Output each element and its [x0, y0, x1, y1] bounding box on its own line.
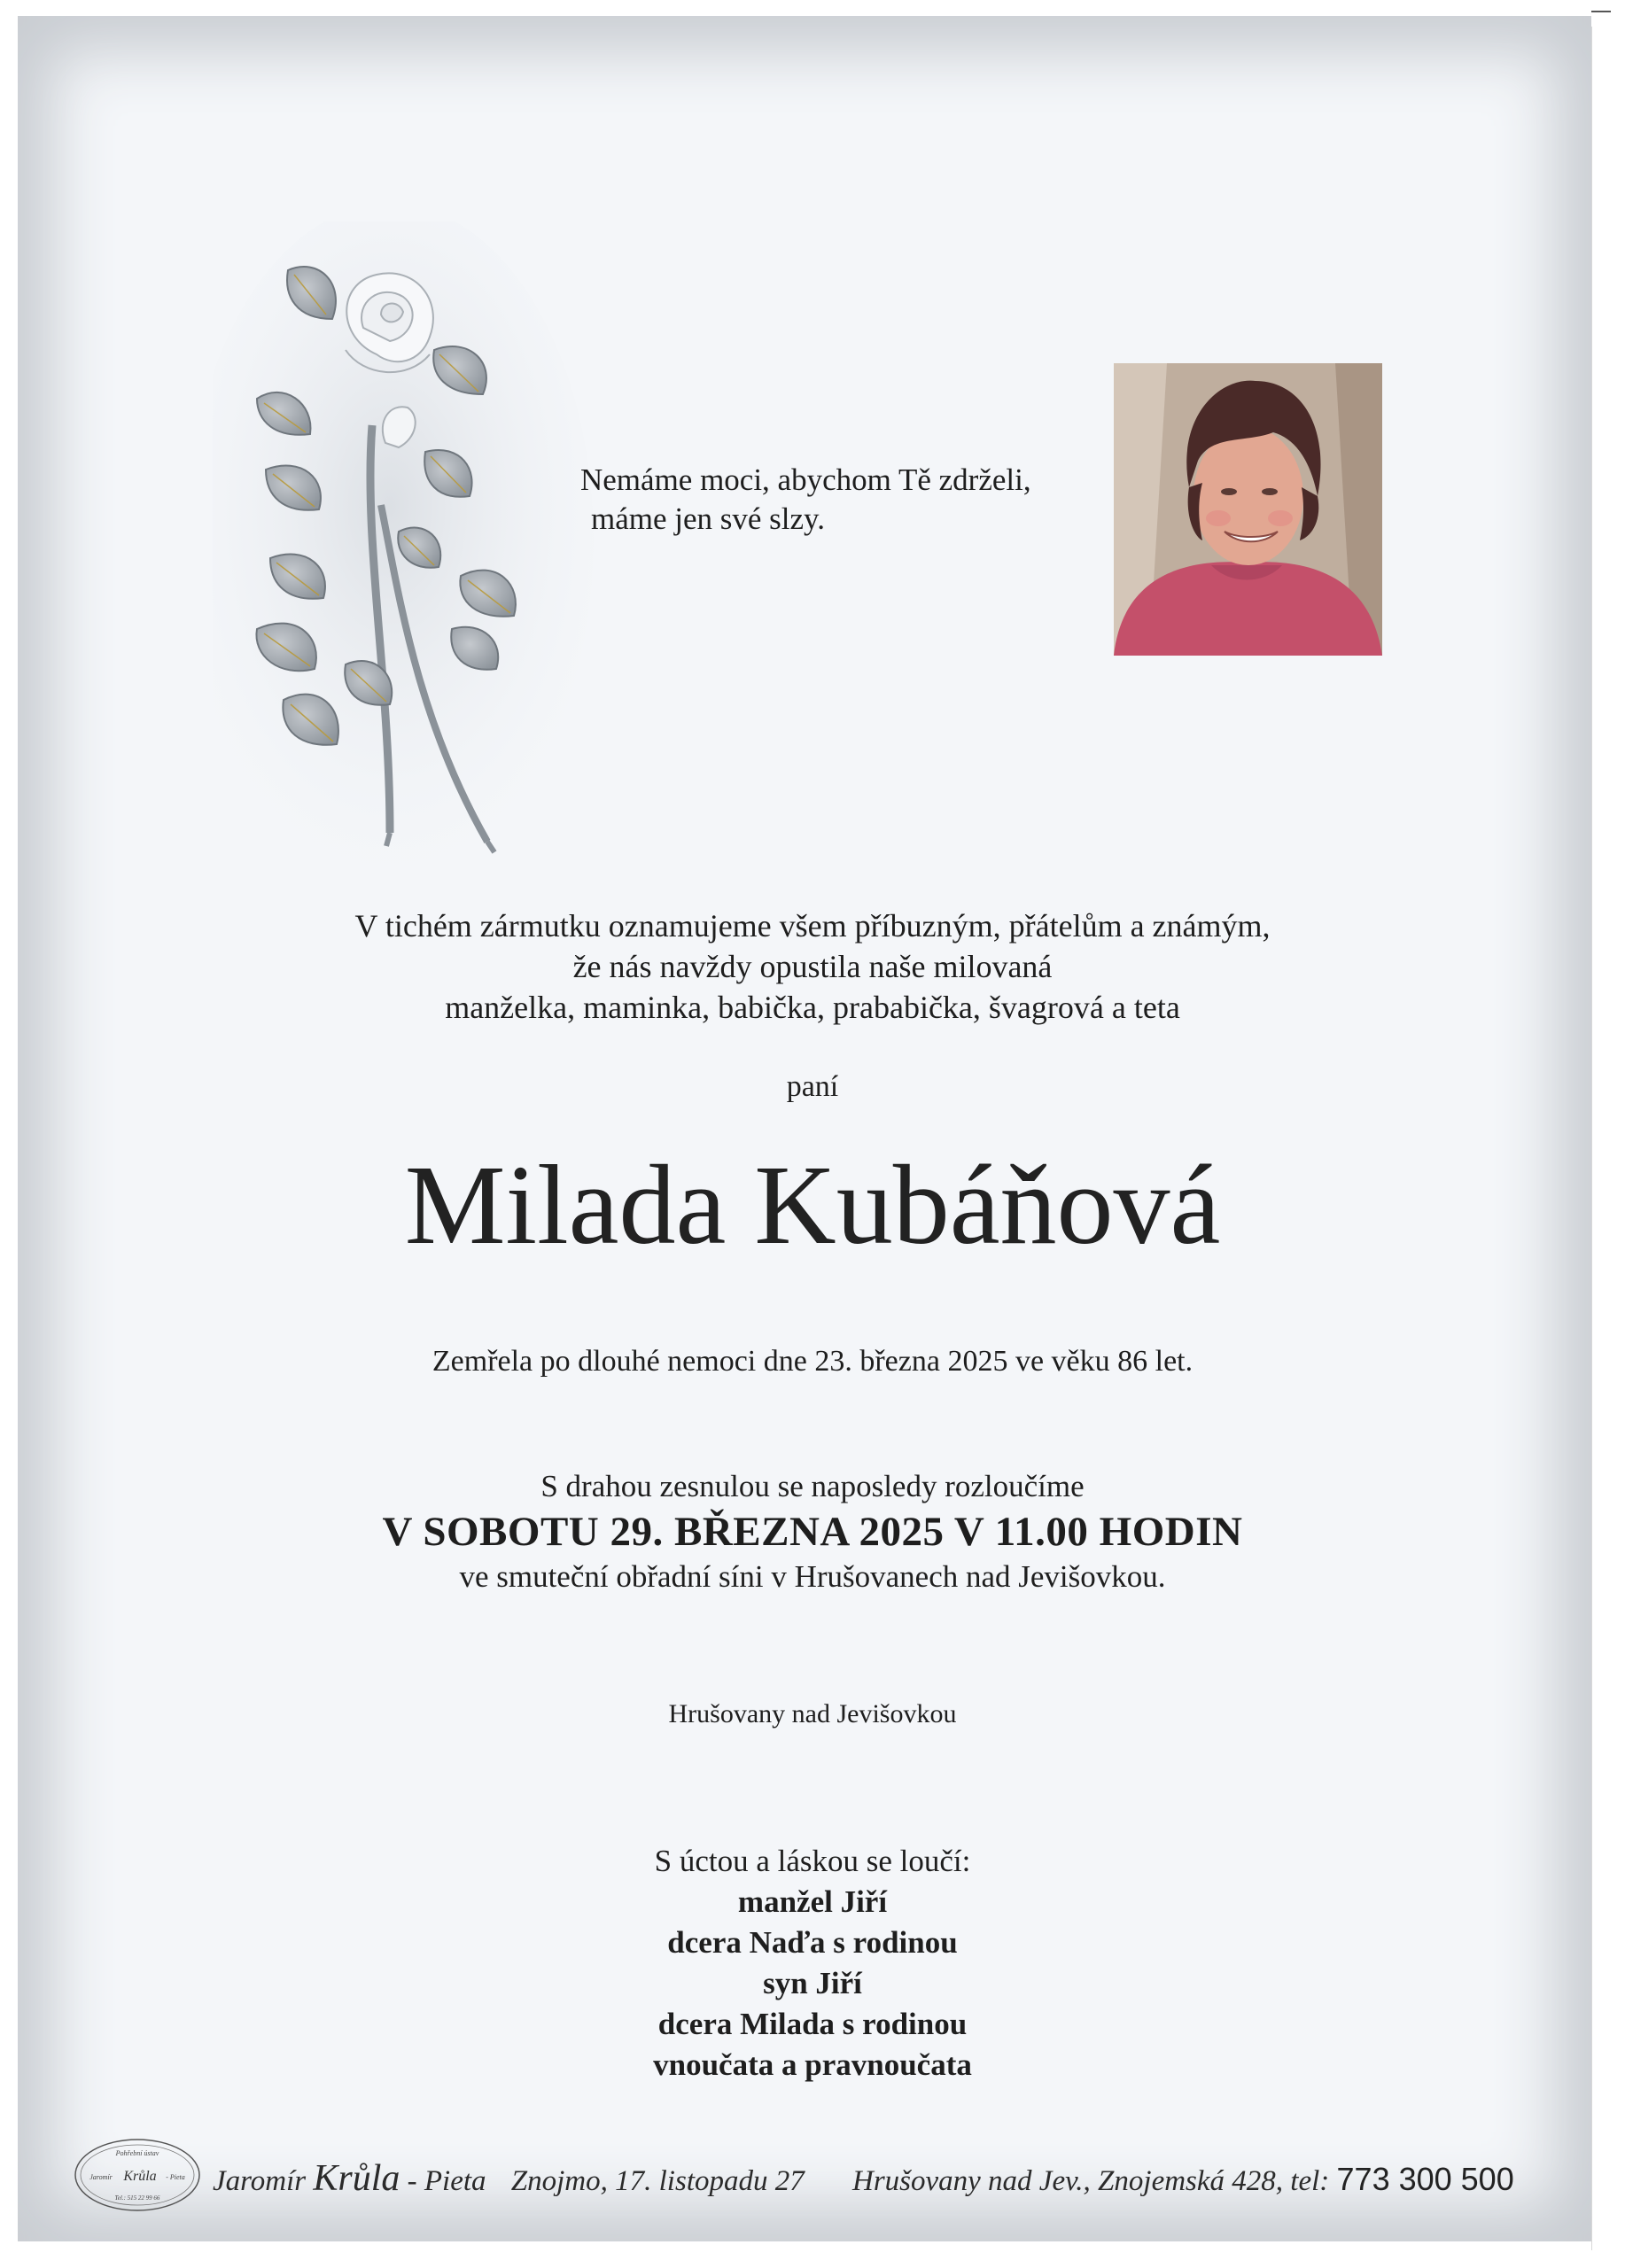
announcement-line-3: manželka, maminka, babička, prababička, švagrová a teta [445, 990, 1180, 1025]
farewell-datetime: V SOBOTU 29. BŘEZNA 2025 V 11.00 HODIN [382, 1509, 1243, 1555]
quote-line-1: Nemáme moci, abychom Tě zdrželi, [580, 462, 1031, 497]
deceased-name: Milada Kubáňová [404, 1142, 1221, 1268]
stamp-right-text: - Pieta [166, 2173, 185, 2181]
rose-illustration [213, 221, 594, 886]
farewell-venue: ve smuteční obřadní síni v Hrušovanech nad Jevišovkou. [459, 1559, 1166, 1594]
place-line: Hrušovany nad Jevišovkou [668, 1699, 957, 1728]
funeral-home-footer [66, 2122, 1573, 2219]
address-hrusovany-town: Hrušovany nad Jev., [851, 2165, 1091, 2197]
stamp-bottom-text: Tel.: 515 22 99 66 [114, 2194, 160, 2202]
mourners [0, 1841, 1625, 2085]
mourner-name: syn Jiří [763, 1966, 862, 2000]
mourner-name: manžel Jiří [737, 1884, 888, 1919]
farewell-info [0, 1466, 1625, 1597]
phone-number: 773 300 500 [1336, 2161, 1514, 2197]
stamp-left-text: Jaromír [89, 2173, 113, 2181]
address-hrusovany-street: Znojemská 428, [1098, 2165, 1284, 2197]
phone-label: tel: [1290, 2165, 1330, 2197]
announcement [0, 905, 1625, 1028]
quote-line-2: máme jen své slzy. [591, 501, 826, 536]
honorific: paní [786, 1070, 839, 1103]
mourners-list [0, 1882, 1625, 2085]
address-znojmo: Znojmo, 17. listopadu 27 [510, 2165, 805, 2197]
mourner-name: vnoučata a pravnoučata [653, 2047, 972, 2082]
company-first-name: Jaromír [213, 2165, 307, 2197]
mourner-name: dcera Naďa s rodinou [667, 1925, 958, 1960]
scan-edge-mark [1591, 11, 1611, 12]
footer-contact-line [213, 2157, 1514, 2200]
announcement-line-2: že nás navždy opustila naše milovaná [572, 949, 1053, 984]
announcement-line-1: V tichém zármutku oznamujeme všem příbuzným, přátelům a známým, [354, 908, 1271, 944]
company-brand: Krůla [313, 2158, 400, 2199]
stamp-top-text: Pohřební ústav [115, 2149, 159, 2157]
memorial-quote [580, 461, 1112, 539]
portrait-photo [1114, 363, 1382, 656]
mourners-intro: S úctou a láskou se loučí: [654, 1844, 971, 1878]
stamp-brand-text: Krůla [123, 2169, 157, 2184]
farewell-intro: S drahou zesnulou se naposledy rozloučíme [540, 1469, 1085, 1503]
death-note: Zemřela po dlouhé nemoci dne 23. března 2025 ve věku 86 let. [432, 1345, 1193, 1378]
mourner-name: dcera Milada s rodinou [657, 2007, 968, 2041]
funeral-home-stamp-logo [71, 2129, 204, 2218]
company-suffix: - Pieta [407, 2165, 486, 2197]
